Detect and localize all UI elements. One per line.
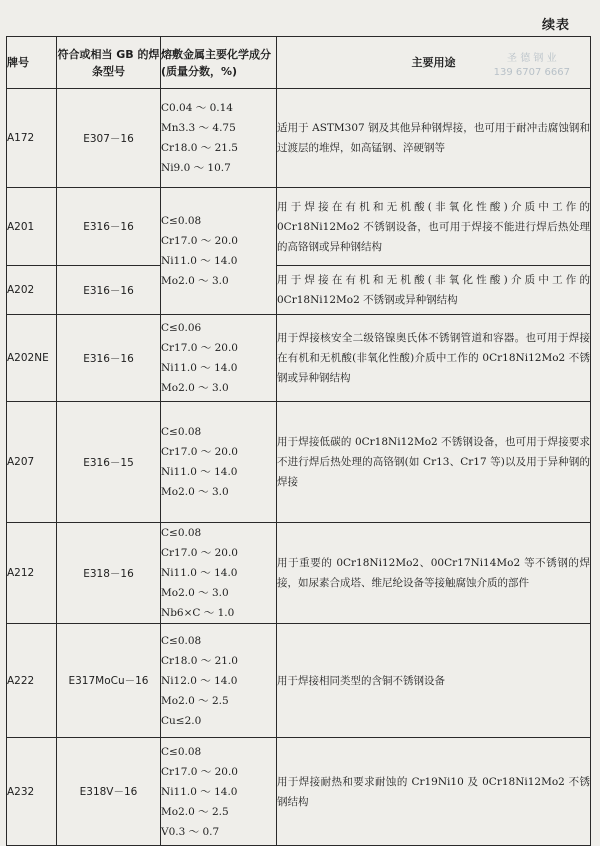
header-gb-model: 符合或相当 GB 的焊条型号: [57, 37, 161, 89]
cell-model: E316－16: [57, 315, 161, 402]
composition-line: Mo2.0 ～ 2.5: [161, 694, 229, 707]
composition-line: Ni11.0 ～ 14.0: [161, 785, 238, 798]
cell-brand: A202NE: [7, 315, 57, 402]
composition-line: C≤0.08: [161, 527, 202, 539]
cell-usage: 用于焊接核安全二级铬镍奥氏体不锈钢管道和容器。也可用于焊接在有机和无机酸(非氧化性酸)介质中工作的 0Cr18Ni12Mo2 不锈钢或异种钢结构: [277, 315, 591, 402]
cell-usage: 用于焊接耐热和要求耐蚀的 Cr19Ni10 及 0Cr18Ni12Mo2 不锈钢结构: [277, 738, 591, 846]
composition-line: Cr18.0 ～ 21.5: [161, 142, 238, 154]
header-brand: 牌号: [7, 37, 57, 89]
table-row: [7, 89, 591, 188]
continued-table-label: 续表: [541, 18, 570, 33]
composition-line: Cu≤2.0: [161, 714, 202, 727]
composition-line: Mo2.0 ～ 3.0: [161, 382, 229, 394]
composition-line: C≤0.08: [161, 426, 202, 438]
composition-line: Cr17.0 ～ 20.0: [161, 446, 238, 458]
table-row: [7, 266, 591, 315]
cell-usage: 用于焊接低碳的 0Cr18Ni12Mo2 不锈钢设备，也可用于焊接要求不进行焊后热处理的高铬钢(如 Cr13、Cr17 等)以及用于异种钢的焊接: [277, 402, 591, 523]
cell-model: E318V－16: [57, 738, 161, 846]
cell-brand: A201: [7, 188, 57, 266]
cell-composition: [161, 89, 277, 188]
composition-line: Ni11.0 ～ 14.0: [161, 362, 238, 374]
cell-composition: [161, 402, 277, 523]
composition-line: Ni11.0 ～ 14.0: [161, 466, 238, 478]
cell-composition: [161, 624, 277, 738]
composition-line: Ni9.0 ～ 10.7: [161, 162, 231, 174]
composition-line: C≤0.08: [161, 745, 202, 758]
table-header-row: [7, 37, 591, 89]
composition-line: V0.3 ～ 0.7: [161, 825, 220, 838]
cell-usage: 适用于 ASTM307 钢及其他异种钢焊接，也可用于耐冲击腐蚀钢和过渡层的堆焊，如高锰钢、淬硬钢等: [277, 89, 591, 188]
composition-line: Mo2.0 ～ 2.5: [161, 805, 229, 818]
composition-line: Ni12.0 ～ 14.0: [161, 674, 238, 687]
table-row: [7, 402, 591, 523]
table-row: [7, 188, 591, 266]
table-row: [7, 624, 591, 738]
cell-usage: 用于焊接在有机和无机酸(非氧化性酸)介质中工作的 0Cr18Ni12Mo2 不锈钢设备，也可用于焊接不能进行焊后热处理的高铬钢或异种钢结构: [277, 188, 591, 266]
composition-line: Ni11.0 ～ 14.0: [161, 567, 238, 579]
composition-line: Nb6×C ～ 1.0: [161, 607, 235, 619]
cell-brand: A202: [7, 266, 57, 315]
cell-usage: 用于焊接相同类型的含铜不锈钢设备: [277, 624, 591, 738]
cell-model: E307－16: [57, 89, 161, 188]
cell-model: E316－16: [57, 188, 161, 266]
cell-composition: [161, 738, 277, 846]
table-row: [7, 738, 591, 846]
composition-line: Cr18.0 ～ 21.0: [161, 654, 238, 667]
cell-brand: A232: [7, 738, 57, 846]
header-composition: 熔敷金属主要化学成分(质量分数，%): [161, 37, 277, 89]
cell-composition: [161, 188, 277, 315]
watermark-phone: 139 6707 6667: [493, 67, 570, 78]
watermark-company: 圣 德 钢 业: [507, 53, 557, 64]
cell-model: E318－16: [57, 523, 161, 624]
cell-composition: [161, 315, 277, 402]
composition-line: C≤0.08: [161, 215, 202, 227]
cell-model: E316－16: [57, 266, 161, 315]
composition-line: Mo2.0 ～ 3.0: [161, 486, 229, 498]
cell-brand: A222: [7, 624, 57, 738]
composition-line: C≤0.06: [161, 322, 202, 334]
cell-usage: 用于重要的 0Cr18Ni12Mo2、00Cr17Ni14Mo2 等不锈钢的焊接，如尿素合成塔、维尼纶设备等接触腐蚀介质的部件: [277, 523, 591, 624]
composition-line: Mo2.0 ～ 3.0: [161, 587, 229, 599]
composition-line: Mo2.0 ～ 3.0: [161, 275, 229, 287]
table-row: [7, 315, 591, 402]
table-row: [7, 523, 591, 624]
cell-brand: A207: [7, 402, 57, 523]
composition-line: Cr17.0 ～ 20.0: [161, 765, 238, 778]
composition-line: C≤0.08: [161, 634, 202, 647]
cell-model: E316－15: [57, 402, 161, 523]
composition-line: Cr17.0 ～ 20.0: [161, 547, 238, 559]
composition-line: Cr17.0 ～ 20.0: [161, 342, 238, 354]
header-usage: 主要用途: [277, 37, 591, 89]
electrode-spec-table: [6, 36, 591, 846]
cell-brand: A172: [7, 89, 57, 188]
composition-line: Cr17.0 ～ 20.0: [161, 235, 238, 247]
cell-brand: A212: [7, 523, 57, 624]
composition-line: Mn3.3 ～ 4.75: [161, 122, 236, 134]
cell-model: E317MoCu－16: [57, 624, 161, 738]
cell-usage: 用于焊接在有机和无机酸(非氧化性酸)介质中工作的 0Cr18Ni12Mo2 不锈钢或异种钢结构: [277, 266, 591, 315]
composition-line: C0.04 ～ 0.14: [161, 102, 233, 114]
cell-composition: [161, 523, 277, 624]
composition-line: Ni11.0 ～ 14.0: [161, 255, 238, 267]
